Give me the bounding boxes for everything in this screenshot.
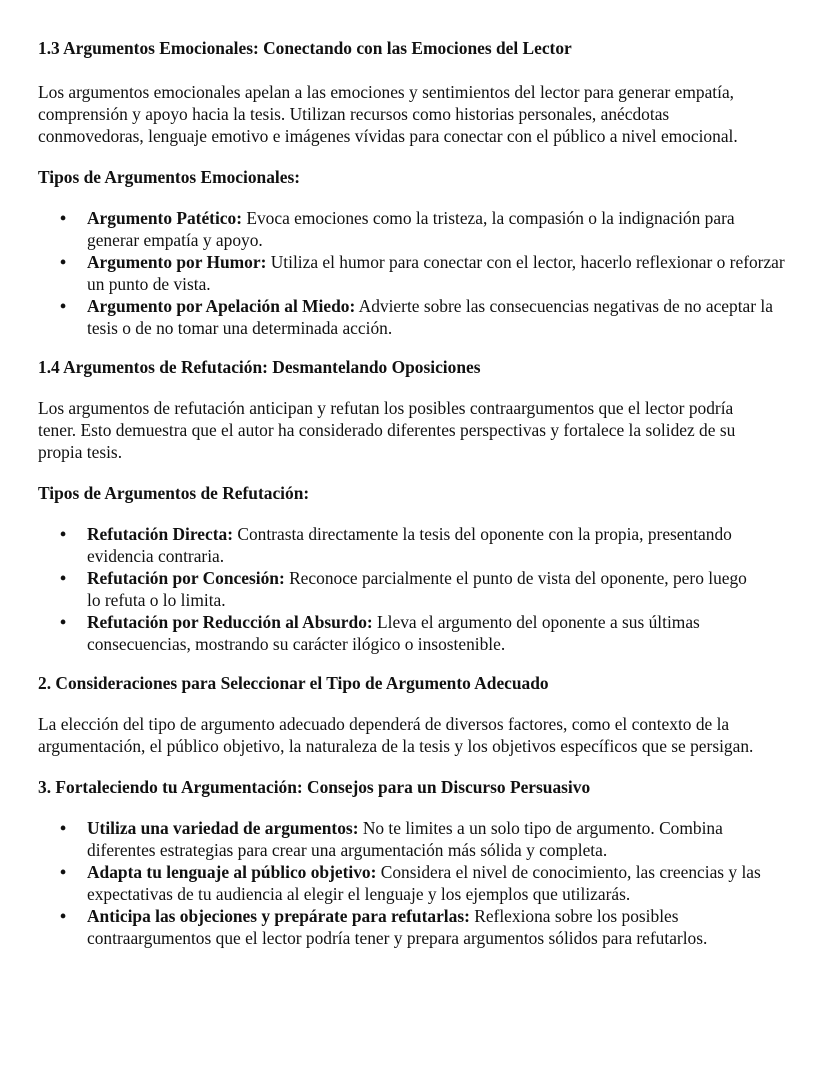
section-1-4-heading: 1.4 Argumentos de Refutación: Desmantelando Oposiciones: [38, 357, 481, 377]
list-item-term: Argumento Patético:: [87, 208, 243, 228]
list-item: [38, 207, 788, 251]
section-1-4-paragraph: Los argumentos de refutación anticipan y refutan los posibles contraargumentos que el lector podría tener. Esto demuestra que el autor ha considerado diferentes perspectivas y fortalece la solidez de su propia tesis.: [38, 398, 736, 462]
list-item: [38, 251, 788, 295]
list-item-term: Refutación por Reducción al Absurdo:: [87, 612, 373, 632]
persuasive-tips-list: [38, 817, 793, 949]
section-1-4-subheading: Tipos de Argumentos de Refutación:: [38, 483, 310, 503]
section-1-3-paragraph: Los argumentos emocionales apelan a las emociones y sentimientos del lector para generar empatía, comprensión y apoyo hacia la tesis. Utilizan recursos como historias personales, anécdotas conmovedoras, lenguaje emotivo e imágenes vívidas para conectar con el público a nivel emocional.: [38, 82, 738, 146]
list-item-text: No te limites a un solo tipo de argumento. Combina diferentes estrategias para crear una argumentación más sólida y completa.: [87, 818, 723, 860]
list-item: [38, 567, 763, 611]
section-2-heading: 2. Consideraciones para Seleccionar el Tipo de Argumento Adecuado: [38, 673, 549, 693]
list-item: [38, 523, 763, 567]
list-item-text: Utiliza el humor para conectar con el lector, hacerlo reflexionar o reforzar un punto de vista.: [87, 252, 785, 294]
section-1-3-subheading: Tipos de Argumentos Emocionales:: [38, 167, 301, 187]
list-item-text: Contrasta directamente la tesis del oponente con la propia, presentando evidencia contraria.: [87, 524, 732, 566]
section-3-heading: 3. Fortaleciendo tu Argumentación: Consejos para un Discurso Persuasivo: [38, 777, 591, 797]
list-item: [38, 295, 788, 339]
list-item-text: Considera el nivel de conocimiento, las creencias y las expectativas de tu audiencia al elegir el lenguaje y los ejemplos que utilizarás.: [87, 862, 761, 904]
list-item: [38, 905, 793, 949]
list-item: [38, 817, 793, 861]
list-item-term: Anticipa las objeciones y prepárate para refutarlas:: [87, 906, 470, 926]
emotional-arguments-list: [38, 207, 788, 339]
list-item-term: Adapta tu lenguaje al público objetivo:: [87, 862, 377, 882]
list-item-term: Argumento por Apelación al Miedo:: [87, 296, 356, 316]
list-item-text: Advierte sobre las consecuencias negativas de no aceptar la tesis o de no tomar una determinada acción.: [87, 296, 773, 338]
list-item-term: Utiliza una variedad de argumentos:: [87, 818, 359, 838]
list-item-term: Refutación por Concesión:: [87, 568, 285, 588]
list-item-text: Lleva el argumento del oponente a sus últimas consecuencias, mostrando su carácter ilógico o insostenible.: [87, 612, 700, 654]
list-item-term: Refutación Directa:: [87, 524, 234, 544]
refutation-arguments-list: [38, 523, 763, 655]
list-item: [38, 611, 763, 655]
list-item-text: Reflexiona sobre los posibles contraargumentos que el lector podría tener y prepara argumentos sólidos para refutarlos.: [87, 906, 708, 948]
list-item-term: Argumento por Humor:: [87, 252, 267, 272]
list-item: [38, 861, 793, 905]
section-2-paragraph: La elección del tipo de argumento adecuado dependerá de diversos factores, como el contexto de la argumentación, el público objetivo, la naturaleza de la tesis y los objetivos específicos que se persigan.: [38, 714, 754, 756]
section-1-3-heading: 1.3 Argumentos Emocionales: Conectando con las Emociones del Lector: [38, 38, 572, 58]
list-item-text: Reconoce parcialmente el punto de vista del oponente, pero luego lo refuta o lo limita.: [87, 568, 747, 610]
document-content: [38, 36, 798, 949]
list-item-text: Evoca emociones como la tristeza, la compasión o la indignación para generar empatía y apoyo.: [87, 208, 735, 250]
